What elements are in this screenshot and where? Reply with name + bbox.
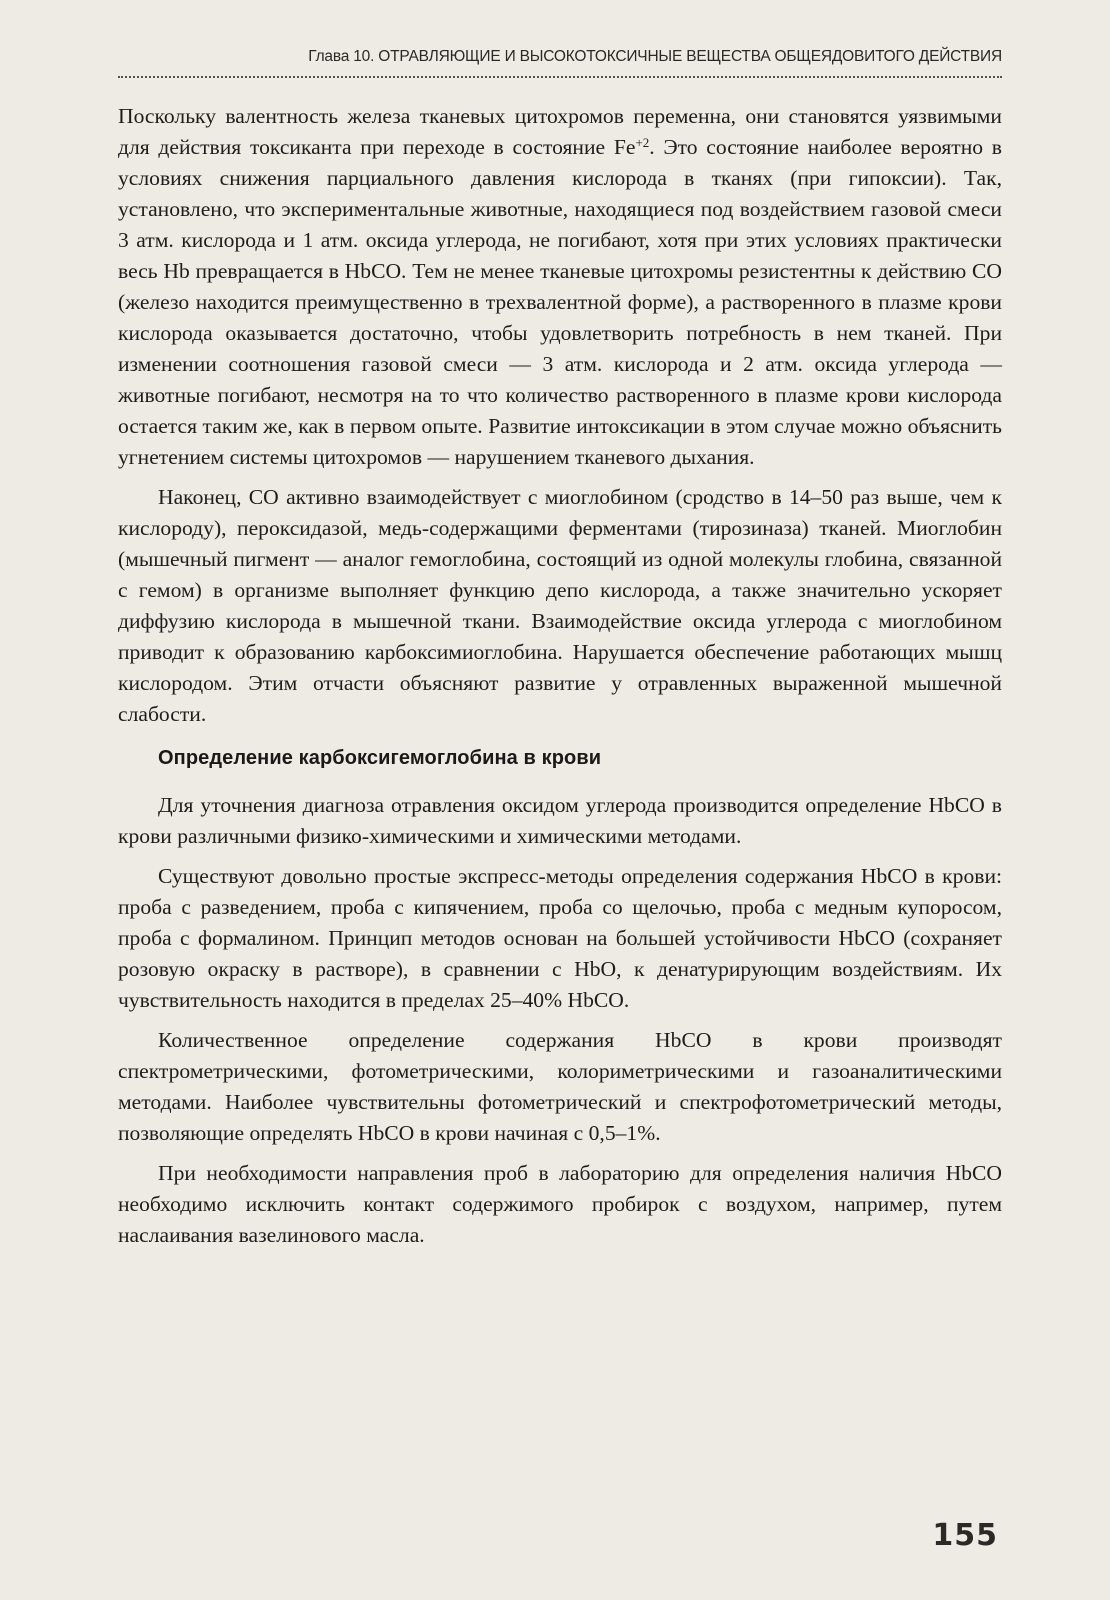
section-heading: Определение карбоксигемоглобина в крови — [158, 747, 602, 769]
page-number: 155 — [932, 1518, 998, 1553]
superscript-charge: +2 — [635, 135, 650, 150]
paragraph-myoglobin: Наконец, CO активно взаимодействует с миоглобином (сродство в 14–50 раз выше, чем к кислороду), пероксидазой, медь-содержащими ферментами (тирозиназа) тканей. Миоглобин (мышечный пигмент — аналог гемоглобина, состоящий из одной молекулы глобина, связанной с гемом) в организме выполняет функцию депо кислорода, а также значительно ускоряет диффузию кислорода в мышечной ткани. Взаимодействие оксида углерода с миоглобином приводит к образованию карбоксимиоглобина. Нарушается обеспечение работающих мышц кислородом. Этим отчасти объясняют развитие у отравленных выраженной мышечной слабости. — [118, 485, 1002, 726]
paragraph-text: Поскольку валентность железа тканевых цитохромов переменна, они становятся уязвимыми для действия токсиканта при переходе в состояние Fe — [118, 104, 1002, 159]
paragraph-diagnosis: Для уточнения диагноза отравления оксидом углерода производится определение HbCO в крови различными физико-химическими и химическими методами. — [118, 793, 1002, 848]
paragraph-sample-handling: При необходимости направления проб в лабораторию для определения наличия HbCO необходимо исключить контакт содержимого пробирок с воздухом, например, путем наслаивания вазелинового масла. — [118, 1161, 1002, 1247]
paragraph-cytochromes — [118, 101, 1002, 473]
page-body — [118, 101, 1002, 1251]
header-divider — [118, 76, 1002, 78]
paragraph-express-methods: Существуют довольно простые экспресс-методы определения содержания HbCO в крови: проба с разведением, проба с кипячением, проба со щелочью, проба с медным купоросом, проба с формалином. Принцип методов основан на большей устойчивости HbCO (сохраняет розовую окраску в растворе), в сравнении с HbO, к денатурирующим воздействиям. Их чувствительность находится в пределах 25–40% HbCO. — [118, 864, 1002, 1012]
running-header: Глава 10. ОТРАВЛЯЮЩИЕ И ВЫСОКОТОКСИЧНЫЕ ВЕЩЕСТВА ОБЩЕЯДОВИТОГО ДЕЙСТВИЯ — [308, 48, 1002, 65]
paragraph-text: . Это состояние наиболее вероятно в условиях снижения парциального давления кислорода в тканях (при гипоксии). Так, установлено, что экспериментальные животные, находящиеся под воздействием газовой смеси 3 атм. кислорода и 1 атм. оксида углерода, не погибают, хотя при этих условиях практически весь Hb превращается в HbCO. Тем не менее тканевые цитохромы резистентны к действию CO (железо находится преимущественно в трехвалентной форме), а растворенного в плазме крови кислорода оказывается достаточно, чтобы удовлетворить потребность в нем тканей. При изменении соотношения газовой смеси — 3 атм. кислорода и 2 атм. оксида углерода — животные погибают, несмотря на то что количество растворенного в плазме крови кислорода остается таким же, как в первом опыте. Развитие интоксикации в этом случае можно объяснить угнетением системы цитохромов — нарушением тканевого дыхания. — [118, 135, 1002, 469]
paragraph-quantitative-methods: Количественное определение содержания HbCO в крови производят спектрометрическими, фотометрическими, колориметрическими и газоаналитическими методами. Наиболее чувствительны фотометрический и спектрофотометрический методы, позволяющие определять HbCO в крови начиная с 0,5–1%. — [118, 1028, 1002, 1145]
